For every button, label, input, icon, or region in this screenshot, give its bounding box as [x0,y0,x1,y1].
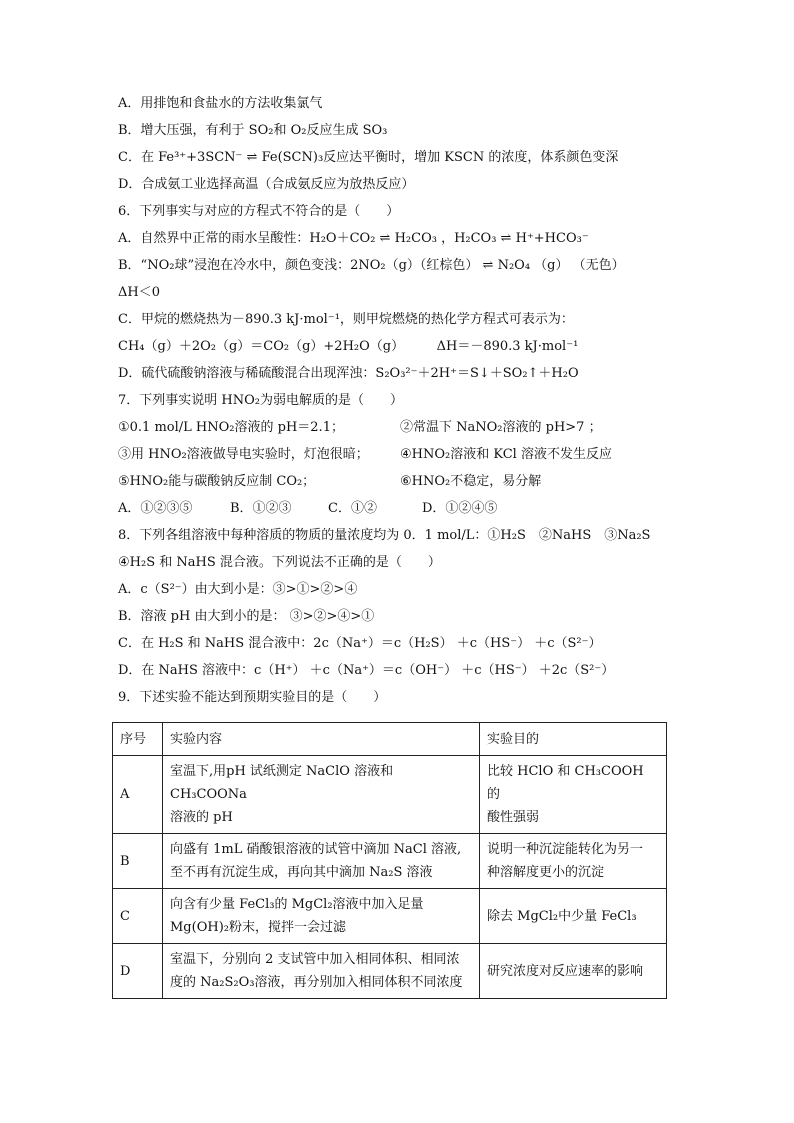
row-content [163,889,480,944]
row-content-line: 至不再有沉淀生成，再向其中滴加 Na₂S 溶液 [170,865,433,880]
row-content [163,944,480,999]
q7-item-6: ⑥HNO₂不稳定，易分解 [400,474,542,489]
header-content: 实验内容 [163,723,480,756]
q5-option-b: B．增大压强，有利于 SO₂和 O₂反应生成 SO₃ [118,123,388,138]
q7-item-1: ①0.1 mol/L HNO₂溶液的 pH＝2.1； [118,420,344,435]
table-header-row [113,723,667,756]
q6-option-b: B．“NO₂球”浸泡在冷水中，颜色变浅：2NO₂（g）（红棕色） ⇌ N₂O₄ （g） （无色） [118,258,625,273]
q7-option-b: B．①②③ [230,501,292,516]
header-index: 序号 [113,723,163,756]
table-row [113,756,667,834]
row-purpose-line: 种溶解度更小的沉淀 [487,865,605,880]
row-content-line: Mg(OH)₂粉末，搅拌一会过滤 [170,920,346,935]
row-content [163,756,480,834]
q7-items-row-1 [118,418,602,438]
row-content-line: 室温下,用pH 试纸测定 NaClO 溶液和 CH₃COONa [170,764,394,802]
q7-items-row-3 [118,472,541,492]
q7-options [118,499,497,519]
row-purpose-line: 比较 HClO 和 CH₃COOH 的 [487,764,644,802]
header-purpose: 实验目的 [480,723,667,756]
q7-stem: 7．下列事实说明 HNO₂为弱电解质的是（ ） [118,393,403,408]
table-row [113,834,667,889]
q8-option-a: A．c（S²⁻）由大到小是：③>①>②>④ [118,582,358,597]
row-purpose [480,889,667,944]
row-index: C [113,889,163,944]
q5-option-a: A．用排饱和食盐水的方法收集氯气 [118,96,323,111]
row-purpose [480,756,667,834]
table-row [113,889,667,944]
row-content-line: 室温下，分别向 2 支试管中加入相同体积、相同浓 [170,952,460,967]
q7-item-3: ③用 HNO₂溶液做导电实验时，灯泡很暗； [118,447,369,462]
q8-stem: 8．下列各组溶液中每种溶质的物质的量浓度均为 0．1 mol/L：①H₂S ②NaHS ③Na₂S [118,528,651,543]
q7-option-c: C．①② [328,501,377,516]
q6-option-a: A．自然界中正常的雨水呈酸性：H₂O＋CO₂ ⇌ H₂CO₃ ，H₂CO₃ ⇌ H⁺+HCO₃⁻ [118,231,589,246]
q6-option-d: D．硫代硫酸钠溶液与稀硫酸混合出现浑浊：S₂O₃²⁻＋2H⁺＝S↓＋SO₂↑＋H₂O [118,366,579,381]
q6-stem: 6．下列事实与对应的方程式不符合的是（ ） [118,204,400,219]
row-index: A [113,756,163,834]
row-purpose-line: 酸性强弱 [487,810,540,825]
q9-stem: 9．下述实验不能达到预期实验目的是（ ） [118,690,387,705]
row-content-line: 度的 Na₂S₂O₃溶液，再分别加入相同体积不同浓度 [170,975,463,990]
q6-option-c: C．甲烷的燃烧热为－890.3 kJ·mol⁻¹，则甲烷燃烧的热化学方程式可表示为： [118,312,574,327]
row-purpose-line: 说明一种沉淀能转化为另一 [487,842,644,857]
row-purpose [480,944,667,999]
row-content-line: 溶液的 pH [170,810,233,825]
q8-option-c: C．在 H₂S 和 NaHS 混合液中：2c（Na⁺）＝c（H₂S） ＋c（HS⁻） ＋c（S²⁻） [118,636,602,651]
q8-stem-cont: ④H₂S 和 NaHS 混合液。下列说法不正确的是（ ） [118,555,441,570]
row-purpose [480,834,667,889]
row-content-line: 向含有少量 FeCl₃的 MgCl₂溶液中加入足量 [170,897,424,912]
q5-option-d: D．合成氨工业选择高温（合成氨反应为放热反应） [118,177,415,192]
q7-option-a: A．①②③⑤ [118,501,193,516]
q7-option-d: D．①②④⑤ [422,501,498,516]
experiment-table [112,722,667,999]
q6-option-c-equation: CH₄（g）＋2O₂（g）＝CO₂（g）+2H₂O（g） ΔH＝－890.3 kJ·mol⁻¹ [118,339,579,354]
row-purpose-line: 除去 MgCl₂中少量 FeCl₃ [487,908,637,924]
table-row [113,944,667,999]
q8-option-d: D．在 NaHS 溶液中：c（H⁺） ＋c（Na⁺）＝c（OH⁻） ＋c（HS⁻） ＋2c（S²⁻） [118,663,615,678]
q7-item-5: ⑤HNO₂能与碳酸钠反应制 CO₂； [118,474,316,489]
row-index: B [113,834,163,889]
q8-option-b: B．溶液 pH 由大到小的是： ③>②>④>① [118,609,375,624]
q6-option-b-cont: ΔH＜0 [118,285,160,300]
row-content-line: 向盛有 1mL 硝酸银溶液的试管中滴加 NaCl 溶液, [170,842,462,857]
row-index: D [113,944,163,999]
row-purpose-line: 研究浓度对反应速率的影响 [487,963,644,979]
q7-item-2: ②常温下 NaNO₂溶液的 pH>7 ； [400,420,602,435]
q5-option-c: C．在 Fe³⁺+3SCN⁻ ⇌ Fe(SCN)₃反应达平衡时，增加 KSCN 的浓度，体系颜色变深 [118,150,619,165]
q7-item-4: ④HNO₂溶液和 KCl 溶液不发生反应 [400,447,612,462]
row-content [163,834,480,889]
q7-items-row-2 [118,445,612,465]
